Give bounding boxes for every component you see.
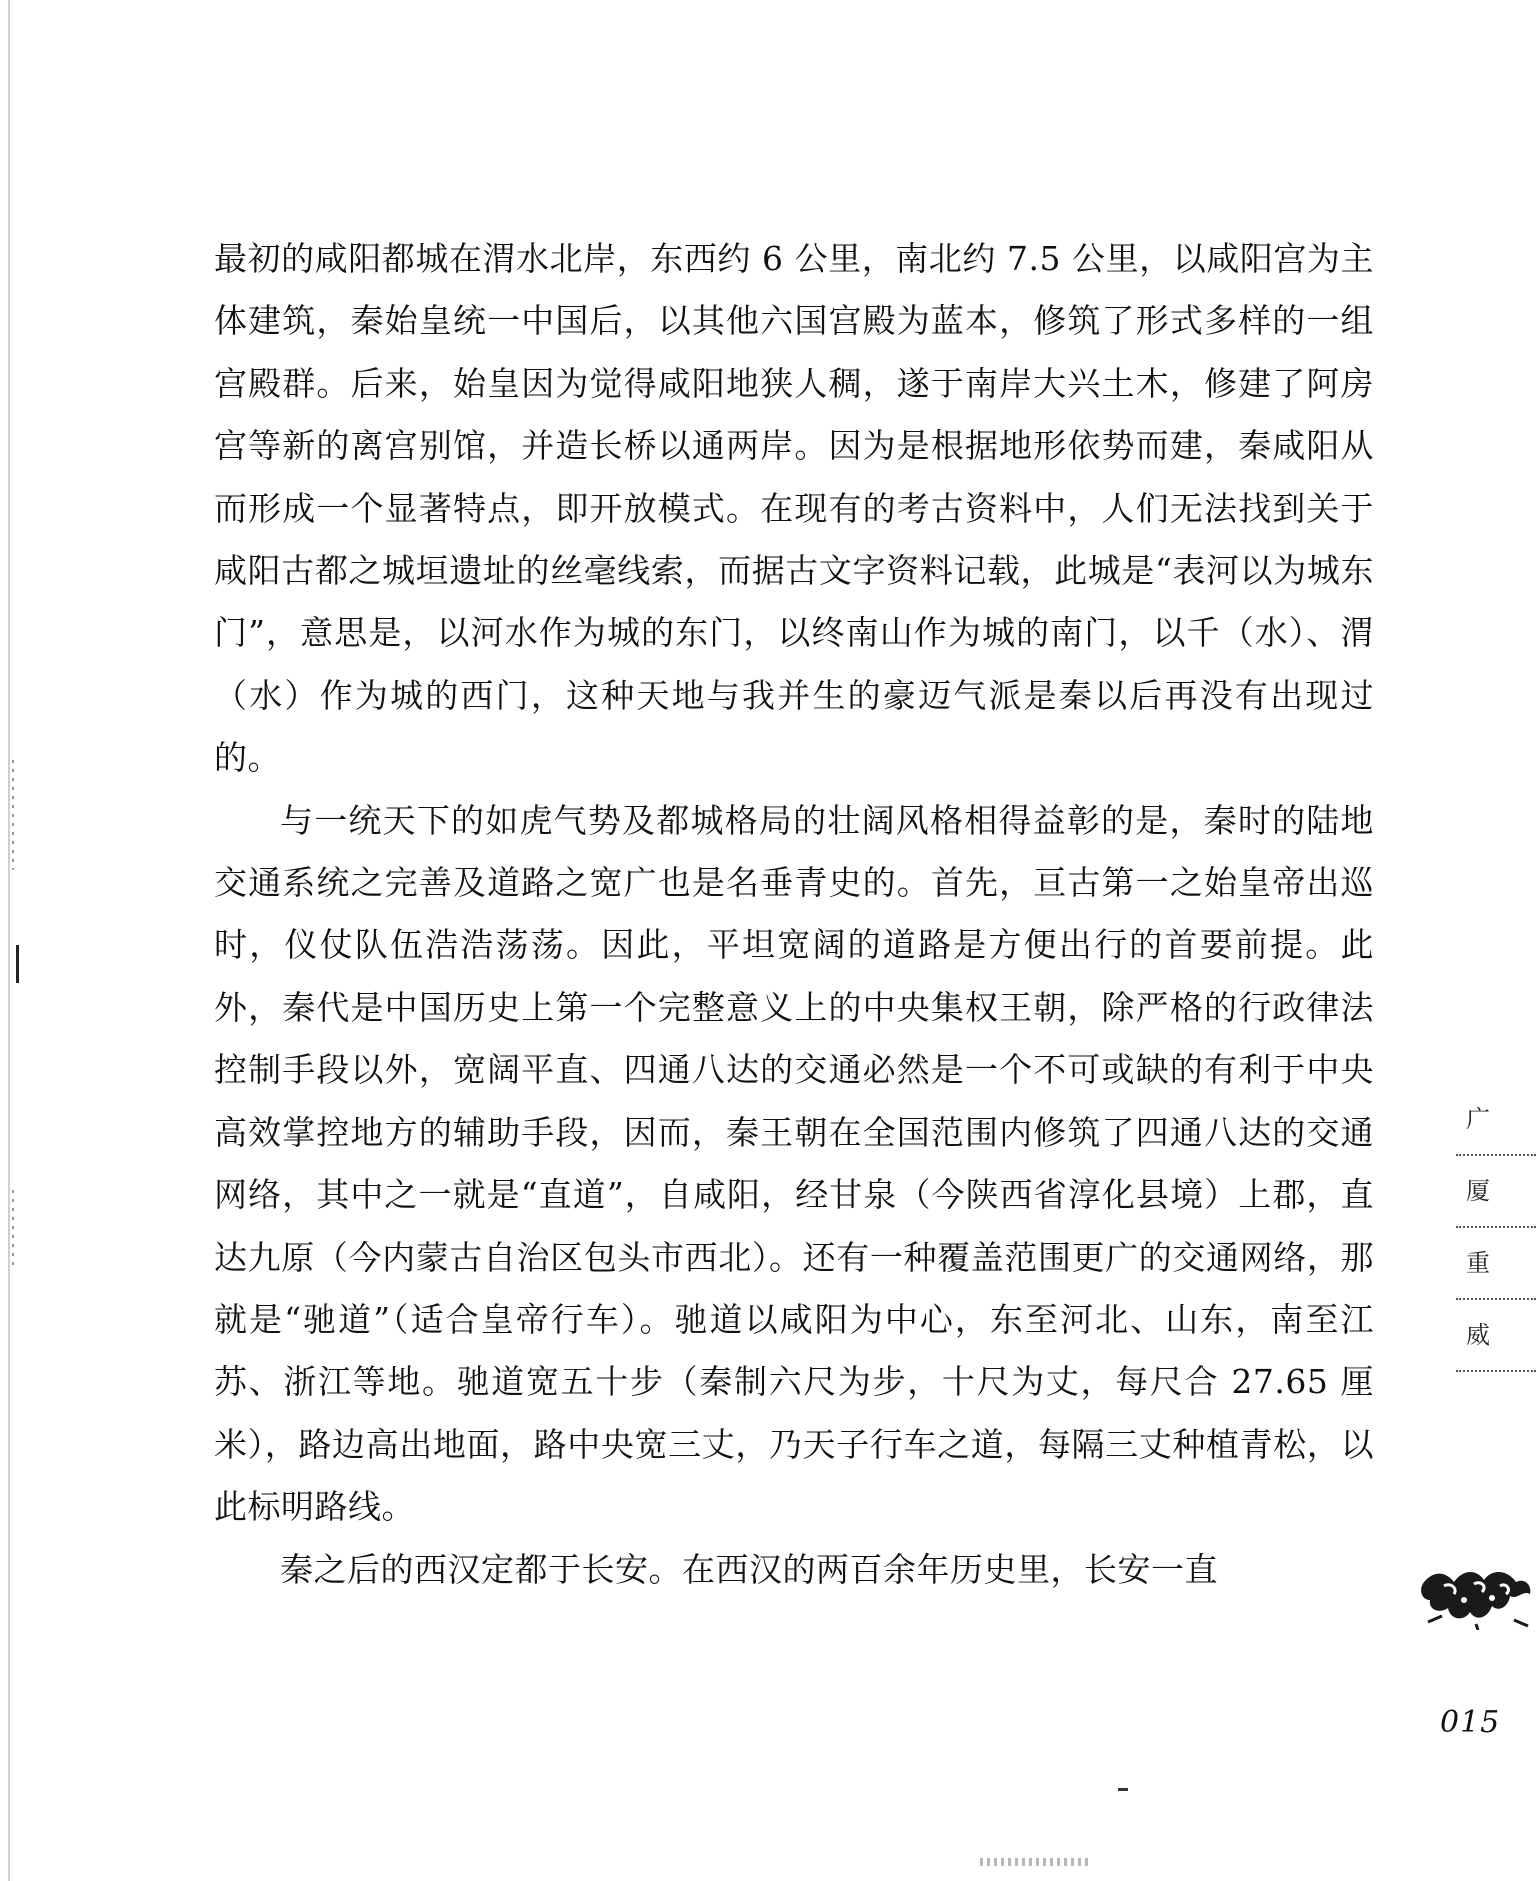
scan-artifact [16, 945, 19, 983]
scan-artifact [1118, 1788, 1128, 1791]
running-title [1456, 1084, 1536, 1372]
ornament-icon [1418, 1560, 1536, 1630]
body-text [214, 228, 1374, 1601]
running-title-char: 威 [1456, 1300, 1536, 1372]
paragraph: 与一统天下的如虎气势及都城格局的壮阔风格相得益彰的是，秦时的陆地交通系统之完善及道路之宽广也是名垂青史的。首先，亘古第一之始皇帝出巡时，仪仗队伍浩浩荡荡。因此，平坦宽阔的道路是方便出行的首要前提。此外，秦代是中国历史上第一个完整意义上的中央集权王朝，除严格的行政律法控制手段以外，宽阔平直、四通八达的交通必然是一个不可或缺的有利于中央高效掌控地方的辅助手段，因而，秦王朝在全国范围内修筑了四通八达的交通网络，其中之一就是“直道”，自咸阳，经甘泉（今陕西省淳化县境）上郡，直达九原（今内蒙古自治区包头市西北）。还有一种覆盖范围更广的交通网络，那就是“驰道”（适合皇帝行车）。驰道以咸阳为中心，东至河北、山东，南至江苏、浙江等地。驰道宽五十步（秦制六尺为步，十尺为丈，每尺合 27.65 厘米），路边高出地面，路中央宽三丈，乃天子行车之道，每隔三丈种植青松，以此标明路线。 [214, 800, 1374, 1527]
scan-artifact [12, 760, 14, 870]
running-title-char: 广 [1456, 1084, 1536, 1156]
running-title-char: 重 [1456, 1228, 1536, 1300]
page-number: 015 [1440, 1705, 1501, 1740]
paragraph: 秦之后的西汉定都于长安。在西汉的两百余年历史里，长安一直 [280, 1549, 1218, 1589]
scan-artifact [980, 1858, 1090, 1866]
scan-artifact [12, 1190, 14, 1270]
paragraph: 最初的咸阳都城在渭水北岸，东西约 6 公里，南北约 7.5 公里，以咸阳宫为主体建筑，秦始皇统一中国后，以其他六国宫殿为蓝本，修筑了形式多样的一组宫殿群。后来，始皇因为觉得咸阳地狭人稠，遂于南岸大兴土木，修建了阿房宫等新的离宫别馆，并造长桥以通两岸。因为是根据地形依势而建，秦咸阳从而形成一个显著特点，即开放模式。在现有的考古资料中，人们无法找到关于咸阳古都之城垣遗址的丝毫线索，而据古文字资料记载，此城是“表河以为城东门”，意思是，以河水作为城的东门，以终南山作为城的南门，以千（水）、渭（水）作为城的西门，这种天地与我并生的豪迈气派是秦以后再没有出现过的。 [214, 239, 1374, 778]
running-title-char: 厦 [1456, 1156, 1536, 1228]
page-edge [8, 0, 10, 1881]
